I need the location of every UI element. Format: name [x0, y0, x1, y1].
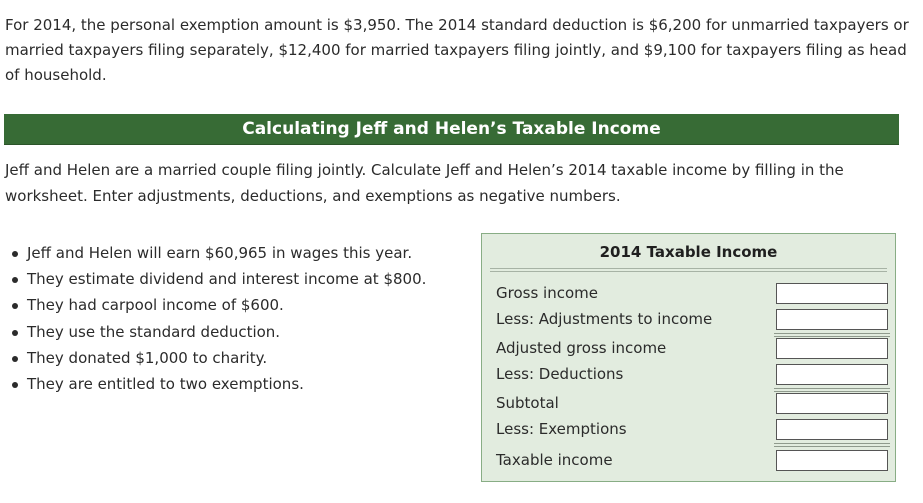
- deductions-label: Less: Deductions: [496, 365, 624, 383]
- subtotal-input[interactable]: [776, 393, 888, 414]
- worksheet-title-divider: [490, 268, 887, 272]
- exemptions-input[interactable]: [776, 419, 888, 440]
- fact-item: They are entitled to two exemptions.: [8, 371, 426, 397]
- gross-income-input[interactable]: [776, 283, 888, 304]
- exemptions-label: Less: Exemptions: [496, 420, 627, 438]
- row-divider: [774, 443, 890, 447]
- fact-item: They had carpool income of $600.: [8, 292, 426, 318]
- agi-label: Adjusted gross income: [496, 339, 667, 357]
- row-divider: [774, 333, 890, 337]
- agi-input[interactable]: [776, 338, 888, 359]
- adjustments-input[interactable]: [776, 309, 888, 330]
- instructions-paragraph: Jeff and Helen are a married couple filing jointly. Calculate Jeff and Helen’s 2014 taxable income by filling in the worksheet. Enter adjustments, deductions, and exemptions as negative numbers.: [5, 161, 844, 205]
- fact-item: They estimate dividend and interest income at $800.: [8, 266, 426, 292]
- fact-item: Jeff and Helen will earn $60,965 in wages this year.: [8, 240, 426, 266]
- fact-item: They use the standard deduction.: [8, 319, 426, 345]
- row-divider: [774, 388, 890, 392]
- taxable-income-worksheet: [481, 233, 896, 482]
- subtotal-label: Subtotal: [496, 394, 559, 412]
- facts-list: [8, 240, 426, 397]
- section-banner: Calculating Jeff and Helen’s Taxable Income: [4, 114, 899, 145]
- taxable-income-input[interactable]: [776, 450, 888, 471]
- taxable-income-label: Taxable income: [496, 451, 613, 469]
- intro-paragraph: For 2014, the personal exemption amount is $3,950. The 2014 standard deduction is $6,200 for unmarried taxpayers or married taxpayers filing separately, $12,400 for married taxpayers filing jointly, and $9,100 for taxpayers filing as head of household.: [5, 16, 909, 84]
- adjustments-label: Less: Adjustments to income: [496, 310, 713, 328]
- deductions-input[interactable]: [776, 364, 888, 385]
- fact-item: They donated $1,000 to charity.: [8, 345, 426, 371]
- gross-income-label: Gross income: [496, 284, 598, 302]
- worksheet-title: 2014 Taxable Income: [599, 243, 778, 261]
